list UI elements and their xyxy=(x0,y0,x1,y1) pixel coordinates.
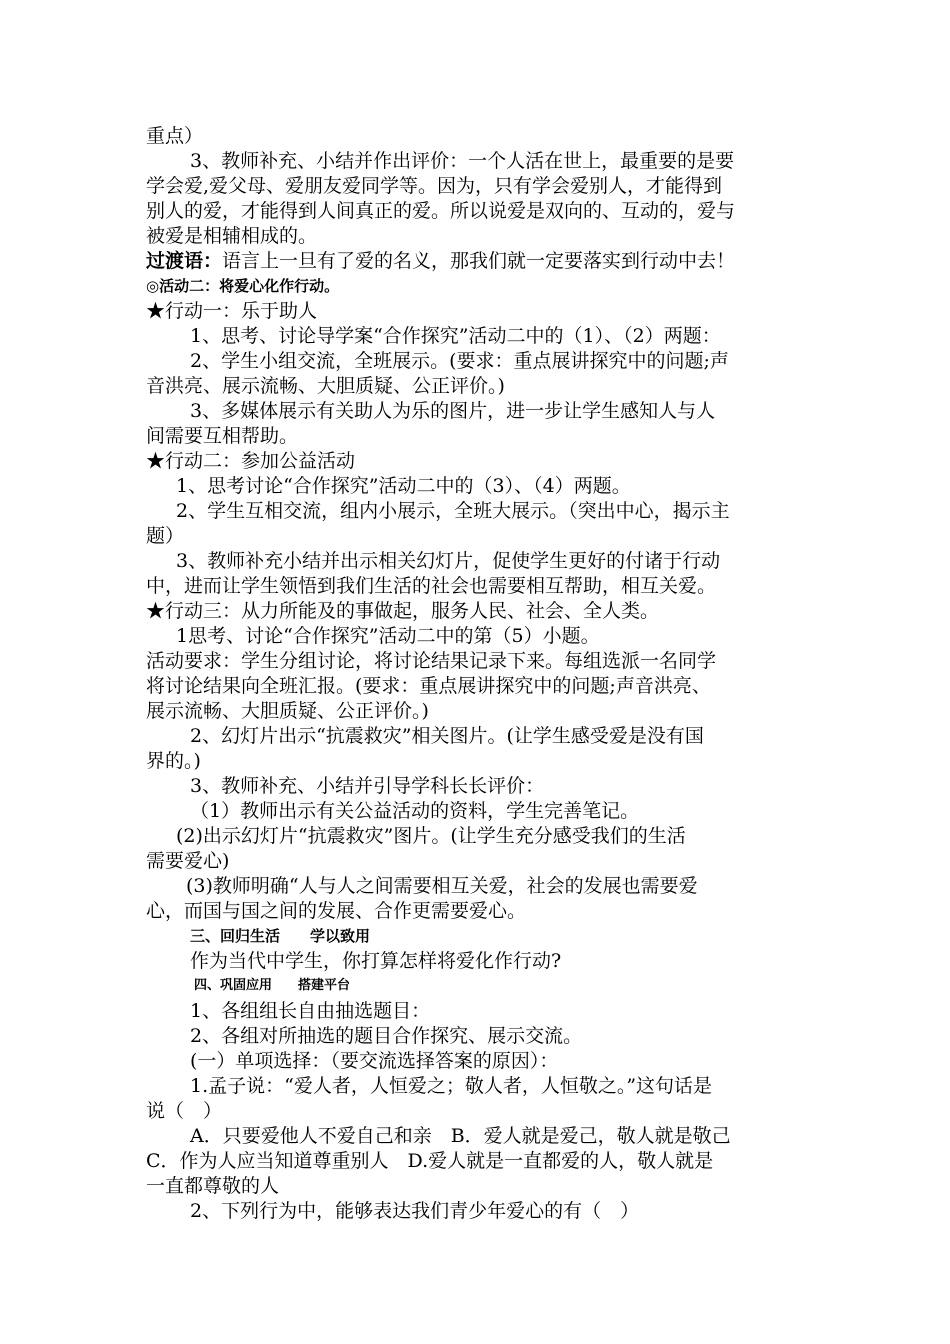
text-line: 1、思考、讨论导学案“合作探究”活动二中的（1）、（2）两题： xyxy=(190,325,721,347)
text-line: 1、思考讨论“合作探究”活动二中的（3）、（4）两题。 xyxy=(176,475,631,497)
transition-text: 语言上一旦有了爱的名义，那我们就一定要落实到行动中去！ xyxy=(222,250,736,272)
question-text: 说（ ） xyxy=(146,1100,223,1122)
text-line: 将讨论结果向全班汇报。(要求：重点展讲探究中的问题;声音洪亮、 xyxy=(146,675,711,697)
text-line: 活动要求：学生分组讨论，将讨论结果记录下来。每组选派一名同学 xyxy=(146,650,717,672)
text-line: 间需要互相帮助。 xyxy=(146,425,299,447)
section-heading: 三、回归生活 学以致用 xyxy=(190,927,371,945)
action-heading: ★行动三：从力所能及的事做起，服务人民、社会、全人类。 xyxy=(146,600,660,622)
text-line: (2)出示幻灯片“抗震救灾”图片。(让学生充分感受我们的生活 xyxy=(176,825,686,847)
text-line: 1、各组组长自由抽选题目： xyxy=(190,1000,431,1022)
action-heading: ★行动二：参加公益活动 xyxy=(146,450,356,472)
text-line: 重点） xyxy=(146,125,204,147)
section-heading: 四、巩固应用 搭建平台 xyxy=(194,978,351,993)
text-line: 作为当代中学生，你打算怎样将爱化作行动? xyxy=(190,950,562,972)
text-line: （1）教师出示有关公益活动的资料，学生完善笔记。 xyxy=(190,800,640,822)
text-line: 2、学生小组交流，全班展示。(要求：重点展讲探究中的问题;声 xyxy=(190,350,729,372)
text-line: 音洪亮、展示流畅、大胆质疑、公正评价。) xyxy=(146,375,505,397)
text-line: 别人的爱，才能得到人间真正的爱。所以说爱是双向的、互动的，爱与 xyxy=(146,200,736,222)
answer-options: C．作为人应当知道尊重别人 D.爱人就是一直都爱的人，敬人就是 xyxy=(146,1150,714,1172)
text-line: 3、多媒体展示有关助人为乐的图片，进一步让学生感知人与人 xyxy=(190,400,716,422)
text-line: 3、教师补充、小结并引导学科长长评价： xyxy=(190,775,545,797)
text-line: 展示流畅、大胆质疑、公正评价。) xyxy=(146,700,429,722)
text-line: 2、各组对所抽选的题目合作探究、展示交流。 xyxy=(190,1025,583,1047)
transition-label: 过渡语： xyxy=(146,250,223,272)
text-line: 中，进而让学生领悟到我们生活的社会也需要相互帮助，相互关爱。 xyxy=(146,575,717,597)
text-line: 心，而国与国之间的发展、合作更需要爱心。 xyxy=(146,900,527,922)
activity-heading: ◎活动二：将爱心化作行动。 xyxy=(146,277,340,295)
text-line: (3)教师明确“人与人之间需要相互关爱，社会的发展也需要爱 xyxy=(186,875,698,897)
text-line: 被爱是相辅相成的。 xyxy=(146,225,318,247)
text-line: 题） xyxy=(146,525,185,547)
text-line: (一）单项选择：（要交流选择答案的原因）： xyxy=(190,1050,559,1072)
text-line: 界的。) xyxy=(146,750,201,772)
transition-line xyxy=(146,249,735,273)
text-line: 需要爱心) xyxy=(146,850,230,872)
text-line: 3、教师补充、小结并作出评价：一个人活在世上，最重要的是要 xyxy=(190,150,735,172)
action-heading: ★行动一：乐于助人 xyxy=(146,300,318,322)
text-line: 3、教师补充小结并出示相关幻灯片，促使学生更好的付诸于行动 xyxy=(176,550,721,572)
text-line: 2、幻灯片出示“抗震救灾”相关图片。(让学生感受爱是没有国 xyxy=(190,725,704,747)
answer-options: 一直都尊敬的人 xyxy=(146,1175,280,1197)
question-text: 1.孟子说：“爱人者，人恒爱之；敬人者，人恒敬之。”这句话是 xyxy=(190,1075,713,1097)
question-text: 2、下列行为中，能够表达我们青少年爱心的有（ ） xyxy=(190,1200,640,1222)
text-line: 1思考、讨论“合作探究”活动二中的第（5）小题。 xyxy=(176,625,600,647)
text-line: 2、学生互相交流，组内小展示，全班大展示。（突出中心，揭示主 xyxy=(176,500,730,522)
text-line: 学会爱,爱父母、爱朋友爱同学等。因为，只有学会爱别人，才能得到 xyxy=(146,175,723,197)
answer-options: A．只要爱他人不爱自己和亲 B．爱人就是爱己，敬人就是敬己 xyxy=(190,1125,731,1147)
